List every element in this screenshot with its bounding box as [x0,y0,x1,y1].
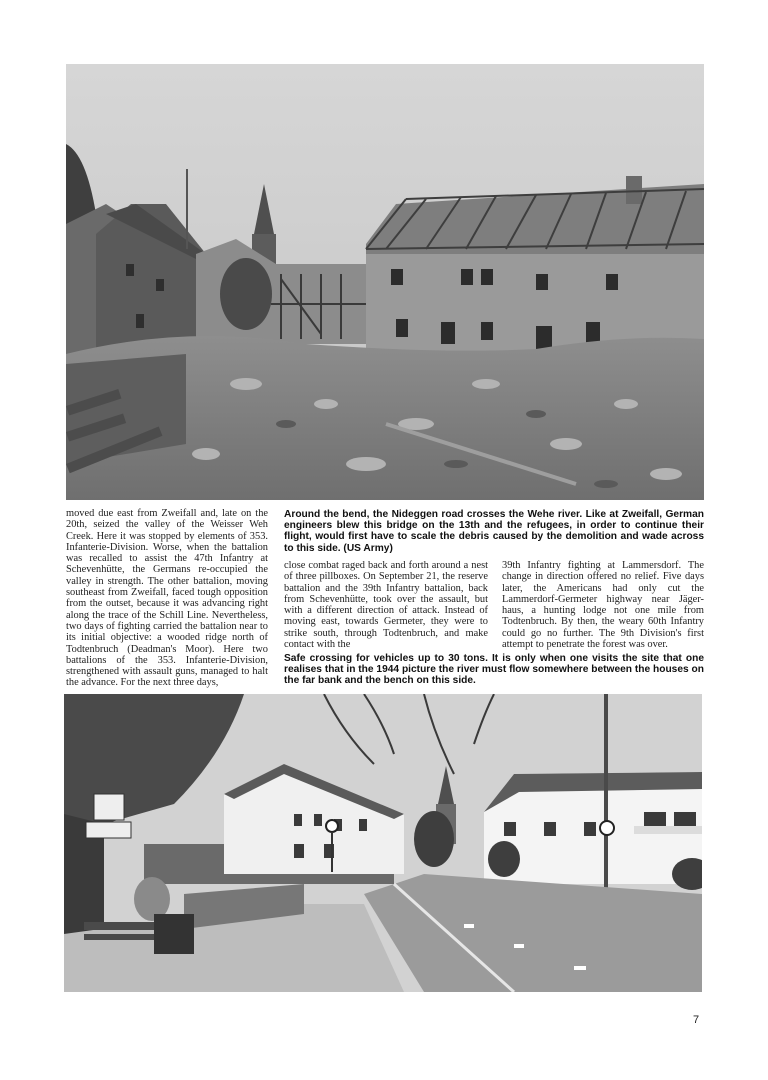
article-column-middle: close combat raged back and forth around a nest of three pillboxes. On September 21, the reserve battalion and the 39th Infantry battalion, back from Schevenhütte, took over the assault, but with a different direction of attack. Instead of moving east, towards Germeter, they were to strike south, through Todtenbruch, and make contact with the [284,560,488,651]
ruins-photo-image [66,64,704,500]
photo-modern-street [64,694,702,992]
article-column-left: moved due east from Zweifall and, late on the 20th, seized the valley of the Weisser Weh Creek. Here it was stopped by elements of 353. Infanterie-Division. Worse, when the battalion was recalled to assist the 47th Infantry at Schevenhütte, the Germans re-occupied the valley in strength. The other battalion, moving southeast from Zweifall, faced tough opposition from the outset, because it was advancing right along the trace of the Schill Line. Nevertheless, two days of fighting carried the battalion near to its initial objective: a wooded ridge north of Todtenbruch (Deadman's Moor). Here two battalions of the 353. Infanterie-Division, strengthened with assault guns, managed to halt the advance. For the next three days, [66,508,268,689]
article-column-right: 39th Infantry fighting at Lammersdorf. The change in direction offered no relief. Five days later, the Americans had only cut the Lammerdorf-Germeter highway near Jäger-haus, a hunting lodge not one mile from Todtenbruch. By then, the weary 60th Infantry could go no further. The 9th Division's first attempt to penetrate the forest was over. [502,560,704,651]
page-number: 7 [693,1014,700,1026]
photo-caption-top: Around the bend, the Nideggen road crosses the Wehe river. Like at Zweifall, German engineers blew this bridge on the 13th and the refugees, in order to continue their flight, would first have to scale the debris caused by the demolition and wade across to this side. (US Army) [284,509,704,554]
photo-caption-bottom: Safe crossing for vehicles up to 30 tons. It is only when one visits the site that one realises that in the 1944 picture the river must flow somewhere between the houses on the far bank and the bench on this side. [284,653,704,687]
photo-ruined-village [66,64,704,500]
street-photo-image [64,694,702,992]
